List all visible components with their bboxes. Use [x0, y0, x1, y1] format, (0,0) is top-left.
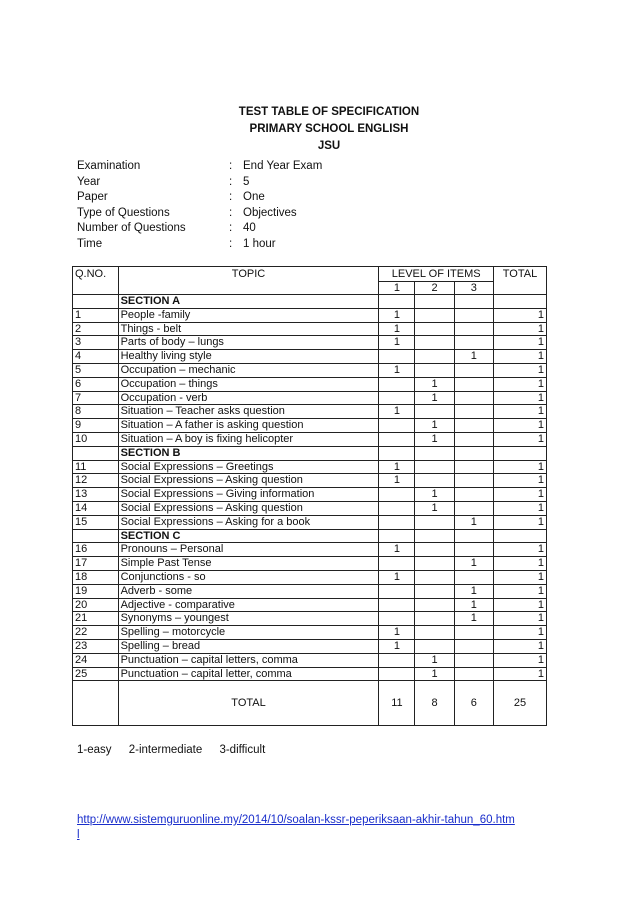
info-value: Objectives	[243, 206, 297, 219]
specification-table	[72, 266, 547, 726]
table-row	[73, 460, 547, 474]
info-key: Examination	[77, 160, 141, 172]
total-level-2: 8	[415, 681, 454, 726]
info-row	[77, 190, 322, 206]
question-number: 3	[73, 336, 119, 350]
section-empty-cell	[493, 446, 546, 460]
level-2-cell	[415, 405, 454, 419]
section-empty-cell	[379, 446, 415, 460]
level-2-cell	[415, 474, 454, 488]
question-topic: Adverb - some	[118, 584, 379, 598]
question-topic: Social Expressions – Asking question	[118, 501, 379, 515]
level-2-cell	[415, 515, 454, 529]
table-row	[73, 557, 547, 571]
row-total-cell: 1	[493, 391, 546, 405]
table-row	[73, 639, 547, 653]
section-empty-cell	[379, 529, 415, 543]
level-2-cell	[415, 626, 454, 640]
question-number: 16	[73, 543, 119, 557]
level-3-cell	[454, 363, 493, 377]
table-row	[73, 626, 547, 640]
level-3-cell	[454, 667, 493, 681]
level-2-cell	[415, 322, 454, 336]
table-row	[73, 363, 547, 377]
table-row	[73, 377, 547, 391]
level-3-cell	[454, 405, 493, 419]
question-number: 10	[73, 432, 119, 446]
level-2-cell: 1	[415, 501, 454, 515]
question-topic: Healthy living style	[118, 350, 379, 364]
info-row	[77, 221, 322, 237]
level-3-cell	[454, 322, 493, 336]
level-2-cell	[415, 612, 454, 626]
row-total-cell: 1	[493, 501, 546, 515]
total-row	[73, 681, 547, 726]
header-qno: Q.NO.	[73, 267, 119, 295]
question-topic: Adjective - comparative	[118, 598, 379, 612]
info-sep: :	[229, 222, 233, 234]
question-topic: People -family	[118, 308, 379, 322]
level-1-cell: 1	[379, 308, 415, 322]
question-topic: Parts of body – lungs	[118, 336, 379, 350]
level-1-cell	[379, 377, 415, 391]
info-value: 40	[243, 222, 256, 234]
row-total-cell: 1	[493, 543, 546, 557]
section-empty-cell	[415, 446, 454, 460]
row-total-cell: 1	[493, 612, 546, 626]
row-total-cell: 1	[493, 308, 546, 322]
table-row	[73, 667, 547, 681]
level-3-cell	[454, 501, 493, 515]
section-empty-cell	[454, 529, 493, 543]
section-empty-cell	[493, 295, 546, 309]
level-3-cell: 1	[454, 557, 493, 571]
level-1-cell	[379, 419, 415, 433]
level-2-cell	[415, 570, 454, 584]
level-3-cell: 1	[454, 612, 493, 626]
level-2-cell	[415, 557, 454, 571]
level-3-cell: 1	[454, 584, 493, 598]
row-total-cell: 1	[493, 419, 546, 433]
row-total-cell: 1	[493, 363, 546, 377]
row-total-cell: 1	[493, 322, 546, 336]
section-empty-cell	[493, 529, 546, 543]
row-total-cell: 1	[493, 584, 546, 598]
section-empty-cell	[379, 295, 415, 309]
row-total-cell: 1	[493, 626, 546, 640]
section-row	[73, 446, 547, 460]
level-1-cell	[379, 667, 415, 681]
question-topic: Spelling – bread	[118, 639, 379, 653]
header-total: TOTAL	[493, 267, 546, 295]
level-3-cell	[454, 626, 493, 640]
legend-easy: 1-easy	[77, 744, 112, 756]
section-title: SECTION C	[118, 529, 379, 543]
row-total-cell: 1	[493, 488, 546, 502]
info-value: 5	[243, 175, 250, 188]
table-row	[73, 515, 547, 529]
table-row	[73, 501, 547, 515]
level-3-cell	[454, 474, 493, 488]
info-key: Year	[77, 175, 101, 188]
level-3-cell: 1	[454, 515, 493, 529]
level-3-cell	[454, 377, 493, 391]
level-1-cell	[379, 612, 415, 626]
level-2-cell	[415, 598, 454, 612]
level-1-cell	[379, 515, 415, 529]
question-topic: Social Expressions – Asking question	[118, 474, 379, 488]
table-row	[73, 322, 547, 336]
row-total-cell: 1	[493, 557, 546, 571]
row-total-cell: 1	[493, 405, 546, 419]
level-1-cell	[379, 653, 415, 667]
title-line-2: PRIMARY SCHOOL ENGLISH	[249, 123, 409, 135]
question-number: 20	[73, 598, 119, 612]
level-3-cell	[454, 639, 493, 653]
document-title	[0, 104, 638, 155]
info-key: Type of Questions	[77, 206, 170, 219]
question-number: 7	[73, 391, 119, 405]
level-3-cell: 1	[454, 350, 493, 364]
exam-info	[77, 159, 322, 252]
info-row	[77, 175, 322, 191]
question-number: 17	[73, 557, 119, 571]
level-3-cell	[454, 460, 493, 474]
info-value: End Year Exam	[243, 160, 323, 172]
level-2-cell	[415, 584, 454, 598]
difficulty-legend	[77, 744, 279, 756]
info-row	[77, 159, 322, 175]
question-topic: Punctuation – capital letter, comma	[118, 667, 379, 681]
table-row	[73, 598, 547, 612]
level-1-cell: 1	[379, 543, 415, 557]
level-1-cell	[379, 584, 415, 598]
table-row	[73, 584, 547, 598]
level-1-cell: 1	[379, 336, 415, 350]
level-2-cell: 1	[415, 391, 454, 405]
level-1-cell	[379, 432, 415, 446]
question-number: 15	[73, 515, 119, 529]
level-2-cell: 1	[415, 667, 454, 681]
question-topic: Synonyms – youngest	[118, 612, 379, 626]
table-row	[73, 653, 547, 667]
question-topic: Occupation – mechanic	[118, 363, 379, 377]
section-empty-cell	[415, 529, 454, 543]
info-value: 1 hour	[243, 237, 276, 250]
title-line-3: JSU	[317, 140, 341, 152]
question-number: 19	[73, 584, 119, 598]
total-qno-cell	[73, 681, 119, 726]
table-row	[73, 488, 547, 502]
row-total-cell: 1	[493, 667, 546, 681]
row-total-cell: 1	[493, 336, 546, 350]
question-topic: Social Expressions – Asking for a book	[118, 515, 379, 529]
header-level-2: 2	[415, 282, 454, 295]
table-row	[73, 405, 547, 419]
question-number: 4	[73, 350, 119, 364]
question-number: 1	[73, 308, 119, 322]
level-1-cell: 1	[379, 639, 415, 653]
level-3-cell	[454, 336, 493, 350]
row-total-cell: 1	[493, 460, 546, 474]
info-key: Paper	[77, 191, 108, 203]
level-1-cell: 1	[379, 474, 415, 488]
question-number: 24	[73, 653, 119, 667]
level-3-cell: 1	[454, 598, 493, 612]
level-3-cell	[454, 570, 493, 584]
table-row	[73, 474, 547, 488]
table-row	[73, 570, 547, 584]
grand-total: 25	[493, 681, 546, 726]
section-qno-cell	[73, 529, 119, 543]
level-3-cell	[454, 419, 493, 433]
info-sep: :	[229, 160, 233, 172]
section-row	[73, 529, 547, 543]
legend-difficult: 3-difficult	[219, 744, 266, 756]
level-1-cell: 1	[379, 570, 415, 584]
table-row	[73, 419, 547, 433]
question-topic: Spelling – motorcycle	[118, 626, 379, 640]
info-key: Time	[77, 237, 103, 250]
question-number: 25	[73, 667, 119, 681]
level-2-cell: 1	[415, 432, 454, 446]
question-number: 2	[73, 322, 119, 336]
header-level-1: 1	[379, 282, 415, 295]
level-1-cell: 1	[379, 322, 415, 336]
level-1-cell	[379, 350, 415, 364]
section-empty-cell	[415, 295, 454, 309]
header-topic: TOPIC	[118, 267, 379, 295]
section-empty-cell	[454, 446, 493, 460]
row-total-cell: 1	[493, 653, 546, 667]
question-number: 14	[73, 501, 119, 515]
question-topic: Pronouns – Personal	[118, 543, 379, 557]
level-2-cell: 1	[415, 488, 454, 502]
level-2-cell	[415, 363, 454, 377]
question-topic: Simple Past Tense	[118, 557, 379, 571]
level-3-cell	[454, 653, 493, 667]
level-3-cell	[454, 308, 493, 322]
question-topic: Social Expressions – Giving information	[118, 488, 379, 502]
section-qno-cell	[73, 446, 119, 460]
level-1-cell: 1	[379, 460, 415, 474]
level-3-cell	[454, 543, 493, 557]
level-2-cell	[415, 308, 454, 322]
question-number: 8	[73, 405, 119, 419]
level-1-cell: 1	[379, 626, 415, 640]
total-label: TOTAL	[118, 681, 379, 726]
level-2-cell: 1	[415, 377, 454, 391]
info-row	[77, 206, 322, 222]
info-row	[77, 237, 322, 253]
source-link[interactable]: http://www.sistemguruonline.my/2014/10/soalan-kssr-peperiksaan-akhir-tahun_60.html	[77, 814, 515, 841]
table-row	[73, 308, 547, 322]
level-2-cell: 1	[415, 419, 454, 433]
level-2-cell	[415, 336, 454, 350]
section-row	[73, 295, 547, 309]
question-number: 21	[73, 612, 119, 626]
table-row	[73, 612, 547, 626]
row-total-cell: 1	[493, 350, 546, 364]
row-total-cell: 1	[493, 474, 546, 488]
table-row	[73, 350, 547, 364]
level-1-cell	[379, 598, 415, 612]
question-topic: Occupation – things	[118, 377, 379, 391]
question-topic: Situation – Teacher asks question	[118, 405, 379, 419]
question-topic: Situation – A boy is fixing helicopter	[118, 432, 379, 446]
info-sep: :	[229, 237, 233, 250]
question-topic: Situation – A father is asking question	[118, 419, 379, 433]
question-number: 5	[73, 363, 119, 377]
title-line-1: TEST TABLE OF SPECIFICATION	[238, 106, 420, 118]
row-total-cell: 1	[493, 377, 546, 391]
question-number: 6	[73, 377, 119, 391]
row-total-cell: 1	[493, 598, 546, 612]
question-number: 18	[73, 570, 119, 584]
table-row	[73, 543, 547, 557]
question-number: 13	[73, 488, 119, 502]
info-value: One	[243, 191, 265, 203]
header-level: LEVEL OF ITEMS	[379, 267, 494, 282]
question-topic: Social Expressions – Greetings	[118, 460, 379, 474]
question-topic: Punctuation – capital letters, comma	[118, 653, 379, 667]
section-qno-cell	[73, 295, 119, 309]
level-1-cell: 1	[379, 405, 415, 419]
question-number: 9	[73, 419, 119, 433]
level-1-cell	[379, 501, 415, 515]
level-3-cell	[454, 432, 493, 446]
info-sep: :	[229, 191, 233, 203]
info-sep: :	[229, 175, 233, 188]
table-row	[73, 336, 547, 350]
level-1-cell	[379, 557, 415, 571]
table-header-row	[73, 267, 547, 282]
question-number: 22	[73, 626, 119, 640]
level-2-cell	[415, 543, 454, 557]
legend-intermediate: 2-intermediate	[128, 744, 203, 756]
question-number: 12	[73, 474, 119, 488]
info-sep: :	[229, 206, 233, 219]
level-3-cell	[454, 391, 493, 405]
level-1-cell	[379, 488, 415, 502]
level-1-cell	[379, 391, 415, 405]
question-number: 11	[73, 460, 119, 474]
header-level-3: 3	[454, 282, 493, 295]
row-total-cell: 1	[493, 432, 546, 446]
section-empty-cell	[454, 295, 493, 309]
level-3-cell	[454, 488, 493, 502]
row-total-cell: 1	[493, 570, 546, 584]
row-total-cell: 1	[493, 515, 546, 529]
level-2-cell	[415, 639, 454, 653]
level-2-cell	[415, 460, 454, 474]
question-topic: Occupation - verb	[118, 391, 379, 405]
question-number: 23	[73, 639, 119, 653]
table-row	[73, 432, 547, 446]
level-2-cell: 1	[415, 653, 454, 667]
question-topic: Conjunctions - so	[118, 570, 379, 584]
table-row	[73, 391, 547, 405]
level-2-cell	[415, 350, 454, 364]
question-topic: Things - belt	[118, 322, 379, 336]
level-1-cell: 1	[379, 363, 415, 377]
total-level-1: 11	[379, 681, 415, 726]
info-key: Number of Questions	[77, 222, 186, 234]
section-title: SECTION A	[118, 295, 379, 309]
total-level-3: 6	[454, 681, 493, 726]
section-title: SECTION B	[118, 446, 379, 460]
row-total-cell: 1	[493, 639, 546, 653]
